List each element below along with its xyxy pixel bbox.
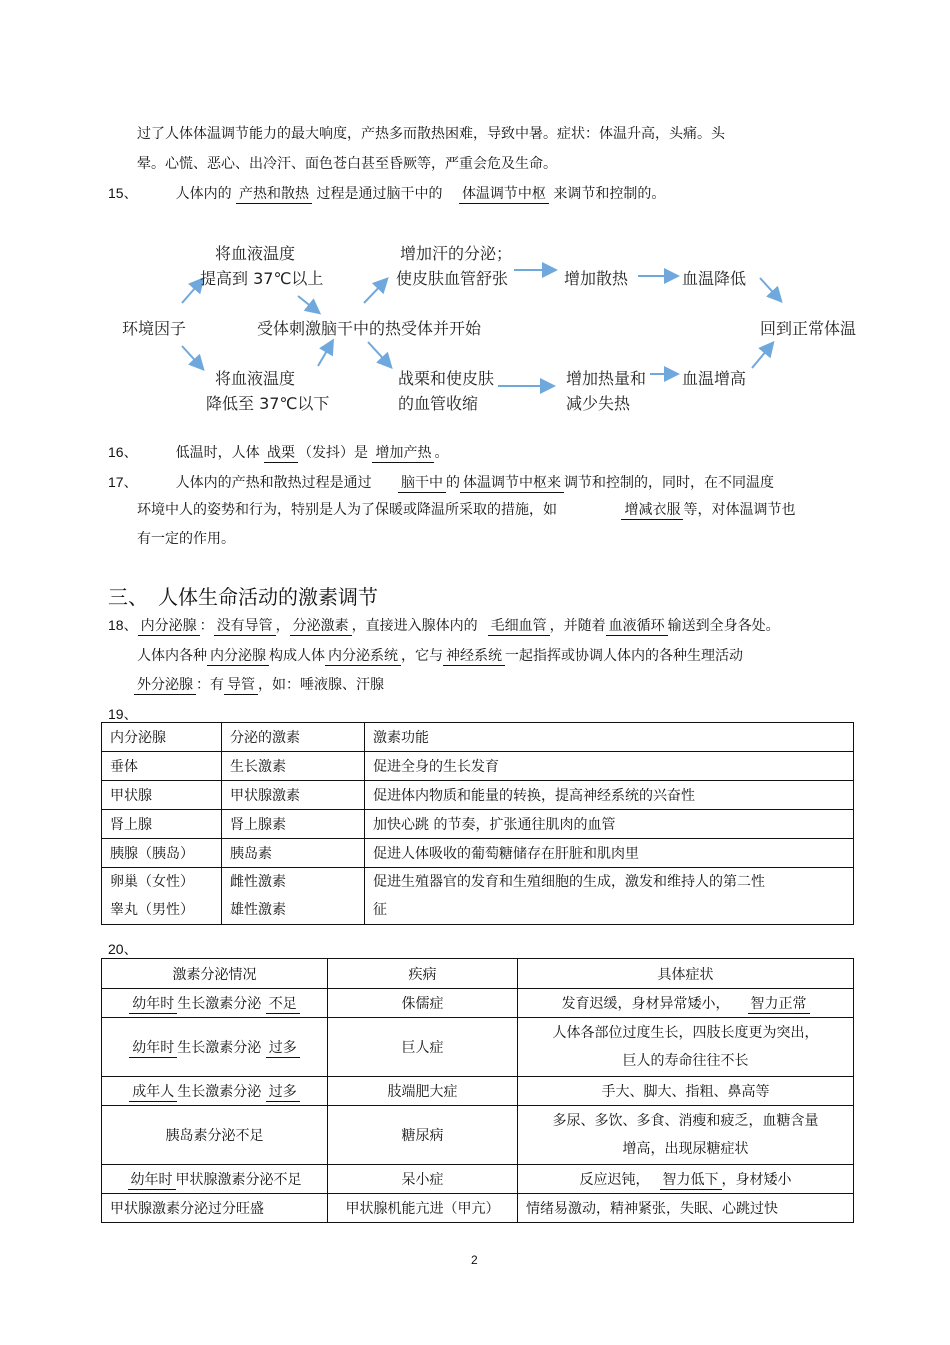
q18-line-1 <box>108 615 780 635</box>
q17-text-line2c: 等，对体温调节也 <box>683 502 796 518</box>
function-line-2: 征 <box>373 902 387 918</box>
q18-blank-10: 导管 <box>224 677 258 695</box>
q18-text-l2g: 一起指挥或协调人体内的各种生理活动 <box>505 648 743 664</box>
q18-text-c: ， <box>275 618 290 634</box>
cell-gland: 甲状腺 <box>102 781 222 810</box>
q17-blank-1: 脑干中 <box>398 475 446 493</box>
diagram-down-2: 降低至 37℃以下 <box>206 394 330 413</box>
arrow-up-center <box>298 296 318 312</box>
q18-blank-2: 没有导管 <box>214 618 276 636</box>
q18-blank-9: 外分泌腺 <box>134 677 196 695</box>
text: 巨人的寿命往往不长 <box>622 1053 749 1069</box>
diagram-up-1: 将血液温度 <box>215 244 296 263</box>
table-header-row <box>102 959 854 989</box>
q18-line-3 <box>134 674 384 694</box>
q17-line-2 <box>137 499 795 519</box>
q18-blank-4: 毛细血管 <box>488 618 550 636</box>
blank: 过多 <box>266 1084 300 1102</box>
q17-blank-2: 体温调节中枢来 <box>460 475 564 493</box>
cell-secretion: 甲状腺激素分泌过分旺盛 <box>102 1194 328 1223</box>
q17-line-1 <box>108 472 774 492</box>
q18-blank-5: 血液循环 <box>606 618 668 636</box>
arrow-env-down <box>182 346 202 368</box>
cell-gland: 胰腺（胰岛） <box>102 839 222 868</box>
q18-text-l2e: ，它与 <box>401 648 443 664</box>
blank: 智力正常 <box>748 996 810 1014</box>
function-line-1: 促进生殖器官的发育和生殖细胞的生成，激发和维持人的第二性 <box>373 874 765 890</box>
q18-text-l2c: 构成人体 <box>269 648 325 664</box>
diagram-heatin-2: 减少失热 <box>566 394 631 413</box>
text: 生长激素分泌 <box>177 1084 262 1100</box>
text: 甲状腺激素分泌不足 <box>175 1172 302 1188</box>
blank: 幼年时 <box>129 996 177 1014</box>
thermoregulation-diagram <box>120 238 863 414</box>
q16-blank-2: 增加产热 <box>372 445 434 463</box>
cell-disease: 侏儒症 <box>328 989 518 1018</box>
cell-gland <box>102 868 222 925</box>
cell-symptoms <box>518 1165 854 1194</box>
cell-function: 促进体内物质和能量的转换，提高神经系统的兴奋性 <box>365 781 854 810</box>
table-row <box>102 810 854 839</box>
text: ，身材矮小 <box>721 1172 792 1188</box>
q18-text-e: ，并随着 <box>549 618 606 634</box>
page-number: 2 <box>471 1253 478 1267</box>
cell-secretion: 胰岛素分泌不足 <box>102 1106 328 1165</box>
diagram-down-1: 将血液温度 <box>215 369 296 388</box>
blank: 过多 <box>266 1040 300 1058</box>
q18-line-2 <box>137 645 743 665</box>
q16-text-d: 。 <box>434 445 449 461</box>
arrow-center-shiver <box>368 342 390 366</box>
cell-symptoms: 手大、脚大、指粗、鼻高等 <box>518 1077 854 1106</box>
q18-text-a: ： <box>199 618 214 634</box>
q18-blank-7: 内分泌系统 <box>325 648 401 666</box>
text: 生长激素分泌 <box>177 1040 262 1056</box>
q18-text-d: ，直接进入腺体内的 <box>351 618 478 634</box>
section-3-heading <box>108 581 378 610</box>
hormone-male: 雄性激素 <box>230 902 286 918</box>
cell-function <box>365 868 854 925</box>
cell-function: 促进人体吸收的葡萄糖储存在肝脏和肌肉里 <box>365 839 854 868</box>
text: 发育迟缓，身材异常矮小， <box>561 996 730 1012</box>
arrow-bloodlow-normal <box>760 278 780 300</box>
diagram-up-2: 提高到 37℃以上 <box>200 269 324 288</box>
cell-hormone: 生长激素 <box>222 752 365 781</box>
cell-symptoms <box>518 1018 854 1077</box>
arrow-down-center <box>318 342 332 366</box>
cell-hormone <box>222 868 365 925</box>
q16-line <box>108 442 448 462</box>
cell-hormone: 甲状腺激素 <box>222 781 365 810</box>
blank: 幼年时 <box>129 1040 177 1058</box>
intro-line-1: 过了人体体温调节能力的最大响度，产热多而散热困难，导致中暑。症状：体温升高，头痛。头 <box>137 126 725 142</box>
section-3-title: 人体生命活动的激素调节 <box>158 585 378 609</box>
q17-text-a: 人体内的产热和散热过程是通过 <box>175 475 372 491</box>
q19-number: 19、 <box>108 706 138 722</box>
cell-gland: 肾上腺 <box>102 810 222 839</box>
table-row <box>102 1194 854 1223</box>
table-row <box>102 781 854 810</box>
q17-line-3: 有一定的作用。 <box>137 531 235 547</box>
blank: 幼年时 <box>128 1172 176 1190</box>
q16-text-a: 低温时，人体 <box>175 445 260 461</box>
cell-secretion <box>102 1165 328 1194</box>
diagram-env: 环境因子 <box>122 319 187 338</box>
q17-text-line2a: 环境中人的姿势和行为，特别是人为了保暖或降温所采取的措施，如 <box>137 502 557 518</box>
diagram-bloodhigh: 血温增高 <box>682 369 747 388</box>
table-row <box>102 1018 854 1077</box>
q15-blank-1: 产热和散热 <box>236 186 312 204</box>
q18-number: 18、 <box>108 617 138 633</box>
cell-function: 促进全身的生长发育 <box>365 752 854 781</box>
cell-symptoms: 情绪易激动，精神紧张，失眠、心跳过快 <box>518 1194 854 1223</box>
cell-secretion <box>102 989 328 1018</box>
cell-secretion <box>102 1077 328 1106</box>
q18-blank-8: 神经系统 <box>443 648 505 666</box>
diagram-center: 受体刺激脑干中的热受体并开始 <box>257 319 482 338</box>
disease-table <box>101 958 854 1223</box>
q18-blank-1: 内分泌腺 <box>138 618 200 636</box>
q15-number: 15、 <box>108 185 138 201</box>
cell-disease: 巨人症 <box>328 1018 518 1077</box>
text: 多尿、多饮、多食、消瘦和疲乏，血糖含量 <box>552 1113 819 1129</box>
intro-line-2: 晕。心慌、恶心、出冷汗、面色苍白甚至昏厥等，严重会危及生命。 <box>137 156 557 172</box>
hormone-female: 雌性激素 <box>230 874 286 890</box>
header-function: 激素功能 <box>365 723 854 752</box>
text: 生长激素分泌 <box>177 996 262 1012</box>
q18-text-l3d: ，如：唾液腺、汗腺 <box>258 677 384 693</box>
q16-text-c: （发抖）是 <box>298 445 369 461</box>
diagram-bloodlow: 血温降低 <box>682 269 747 288</box>
diagram-shiver-1: 战栗和使皮肤 <box>398 369 495 388</box>
q15-text-a: 人体内的 <box>175 186 232 202</box>
table-row <box>102 839 854 868</box>
q15-blank-2: 体温调节中枢 <box>459 186 549 204</box>
cell-gland: 垂体 <box>102 752 222 781</box>
q17-number: 17、 <box>108 474 138 490</box>
cell-hormone: 胰岛素 <box>222 839 365 868</box>
hormone-table <box>101 722 854 925</box>
header-secretion: 激素分泌情况 <box>102 959 328 989</box>
q18-text-l2a: 人体内各种 <box>137 648 207 664</box>
q17-text-d: 调节和控制的，同时，在不同温度 <box>564 475 775 491</box>
q18-text-f: 输送到全身各处。 <box>667 618 780 634</box>
q18-blank-6: 内分泌腺 <box>207 648 269 666</box>
cell-disease: 呆小症 <box>328 1165 518 1194</box>
cell-symptoms <box>518 989 854 1018</box>
q17-text-c: 的 <box>446 475 461 491</box>
diagram-sweat-2: 使皮肤血管舒张 <box>396 269 509 288</box>
text: 增高，出现尿糖症状 <box>622 1141 749 1157</box>
cell-disease: 肢端肥大症 <box>328 1077 518 1106</box>
arrow-center-sweat <box>364 280 386 303</box>
table-row <box>102 752 854 781</box>
q20-number: 20、 <box>108 941 138 957</box>
q16-number: 16、 <box>108 444 138 460</box>
cell-disease: 甲状腺机能亢进（甲亢） <box>328 1194 518 1223</box>
q17-blank-3: 增减衣服 <box>621 502 683 520</box>
cell-disease: 糖尿病 <box>328 1106 518 1165</box>
header-hormone: 分泌的激素 <box>222 723 365 752</box>
text: 反应迟钝， <box>579 1172 650 1188</box>
header-symptoms: 具体症状 <box>518 959 854 989</box>
table-row <box>102 1165 854 1194</box>
gland-ovary: 卵巢（女性） <box>110 874 194 890</box>
table-row <box>102 1077 854 1106</box>
cell-hormone: 肾上腺素 <box>222 810 365 839</box>
table-row <box>102 989 854 1018</box>
arrow-env-up <box>182 280 202 303</box>
diagram-shiver-2: 的血管收缩 <box>398 394 479 413</box>
q15-text-c: 过程是通过脑干中的 <box>316 186 443 202</box>
gland-testis: 睾丸（男性） <box>110 902 194 918</box>
q15-text-d: 来调节和控制的。 <box>553 186 666 202</box>
header-disease: 疾病 <box>328 959 518 989</box>
q16-blank-1: 战栗 <box>264 445 298 463</box>
q18-text-l3b: ：有 <box>196 677 224 693</box>
q18-blank-3: 分泌激素 <box>290 618 352 636</box>
table-header-row <box>102 723 854 752</box>
section-3-number: 三、 <box>108 585 148 609</box>
diagram-heatin-1: 增加热量和 <box>566 369 647 388</box>
table-row <box>102 1106 854 1165</box>
q15-line <box>108 183 665 203</box>
cell-secretion <box>102 1018 328 1077</box>
diagram-heatout: 增加散热 <box>564 269 629 288</box>
text: 人体各部位过度生长，四肢长度更为突出， <box>552 1025 819 1041</box>
diagram-sweat-1: 增加汗的分泌； <box>400 244 513 263</box>
cell-function: 加快心跳 的节奏，扩张通往肌肉的血管 <box>365 810 854 839</box>
diagram-normal: 回到正常体温 <box>760 319 857 338</box>
arrow-bloodhigh-normal <box>752 344 772 368</box>
blank: 不足 <box>266 996 300 1014</box>
table-row <box>102 868 854 925</box>
blank: 智力低下 <box>660 1172 722 1190</box>
cell-symptoms <box>518 1106 854 1165</box>
blank: 成年人 <box>129 1084 177 1102</box>
header-gland: 内分泌腺 <box>102 723 222 752</box>
